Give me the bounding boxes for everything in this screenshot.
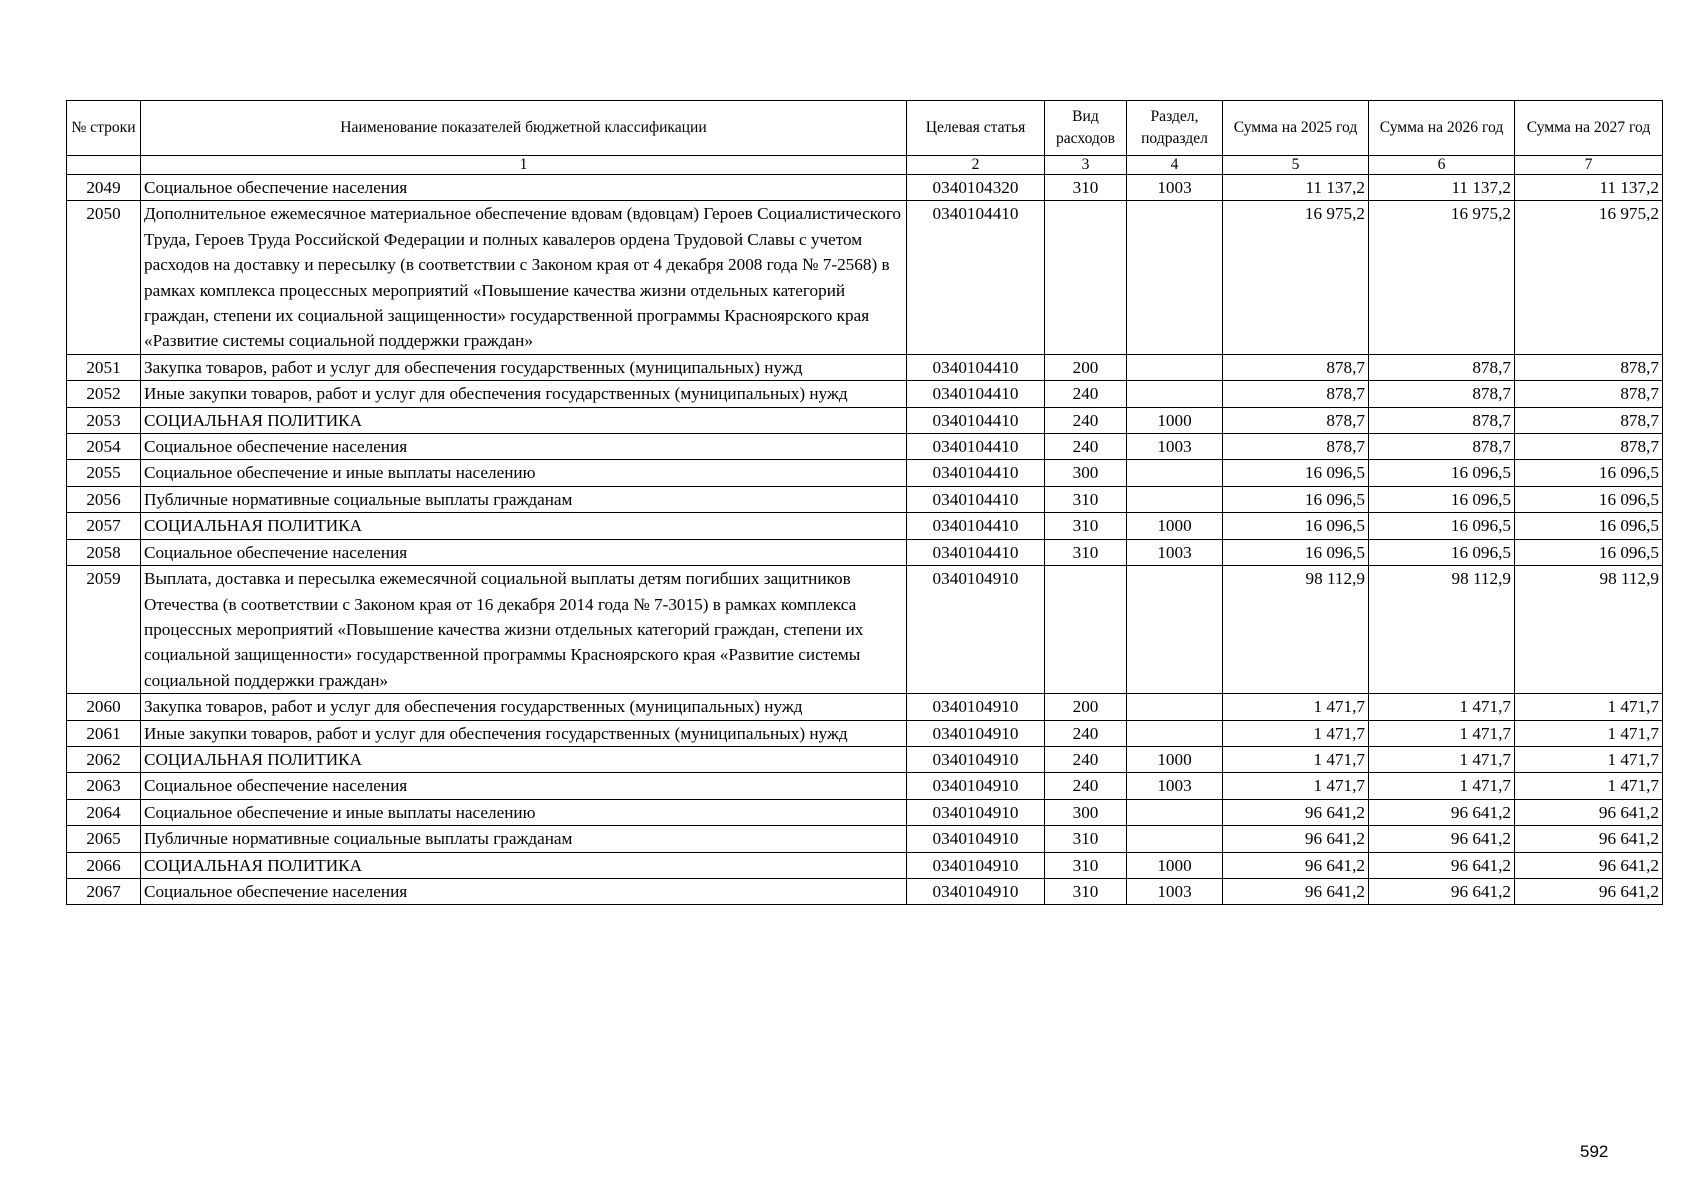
row-number: 2056 <box>67 486 141 512</box>
row-target-article: 0340104910 <box>907 878 1045 904</box>
row-section <box>1127 799 1223 825</box>
row-name: Закупка товаров, работ и услуг для обеспечения государственных (муниципальных) нужд <box>141 694 907 720</box>
table-row <box>67 513 1663 539</box>
row-sum-2026: 11 137,2 <box>1369 175 1515 201</box>
row-target-article: 0340104410 <box>907 513 1045 539</box>
row-sum-2025: 96 641,2 <box>1223 852 1369 878</box>
row-name: Социальное обеспечение населения <box>141 773 907 799</box>
row-target-article: 0340104910 <box>907 746 1045 772</box>
row-target-article: 0340104910 <box>907 694 1045 720</box>
header-sum-2027: Сумма на 2027 год <box>1515 101 1663 156</box>
row-sum-2025: 96 641,2 <box>1223 826 1369 852</box>
row-sum-2026: 96 641,2 <box>1369 852 1515 878</box>
row-section <box>1127 486 1223 512</box>
row-sum-2025: 98 112,9 <box>1223 566 1369 694</box>
column-number: 5 <box>1223 156 1369 175</box>
row-sum-2026: 96 641,2 <box>1369 826 1515 852</box>
row-name: Закупка товаров, работ и услуг для обеспечения государственных (муниципальных) нужд <box>141 354 907 380</box>
row-target-article: 0340104910 <box>907 799 1045 825</box>
row-section: 1003 <box>1127 773 1223 799</box>
row-target-article: 0340104910 <box>907 773 1045 799</box>
row-sum-2027: 878,7 <box>1515 354 1663 380</box>
header-sum-2026: Сумма на 2026 год <box>1369 101 1515 156</box>
table-row <box>67 773 1663 799</box>
column-number: 2 <box>907 156 1045 175</box>
row-sum-2027: 96 641,2 <box>1515 826 1663 852</box>
row-sum-2025: 16 096,5 <box>1223 486 1369 512</box>
table-header-row <box>67 101 1663 156</box>
row-section <box>1127 826 1223 852</box>
row-name: Иные закупки товаров, работ и услуг для обеспечения государственных (муниципальных) нужд <box>141 720 907 746</box>
row-sum-2025: 1 471,7 <box>1223 720 1369 746</box>
row-section <box>1127 381 1223 407</box>
row-sum-2027: 96 641,2 <box>1515 878 1663 904</box>
row-name: Иные закупки товаров, работ и услуг для обеспечения государственных (муниципальных) нужд <box>141 381 907 407</box>
table-row <box>67 694 1663 720</box>
row-section <box>1127 460 1223 486</box>
row-name: Социальное обеспечение и иные выплаты населению <box>141 460 907 486</box>
table-row <box>67 486 1663 512</box>
row-section: 1003 <box>1127 878 1223 904</box>
row-name: СОЦИАЛЬНАЯ ПОЛИТИКА <box>141 852 907 878</box>
row-target-article: 0340104410 <box>907 486 1045 512</box>
row-section <box>1127 566 1223 694</box>
budget-table <box>66 100 1663 905</box>
row-target-article: 0340104410 <box>907 381 1045 407</box>
row-expense-type <box>1045 201 1127 354</box>
header-expense-type: Вид расходов <box>1045 101 1127 156</box>
row-sum-2026: 16 096,5 <box>1369 486 1515 512</box>
page-number: 592 <box>1580 1142 1609 1161</box>
table-row <box>67 852 1663 878</box>
row-sum-2027: 16 096,5 <box>1515 539 1663 565</box>
row-expense-type: 240 <box>1045 746 1127 772</box>
row-section: 1000 <box>1127 407 1223 433</box>
row-sum-2027: 16 975,2 <box>1515 201 1663 354</box>
row-expense-type: 310 <box>1045 826 1127 852</box>
row-number: 2061 <box>67 720 141 746</box>
row-target-article: 0340104410 <box>907 539 1045 565</box>
header-name: Наименование показателей бюджетной классификации <box>141 101 907 156</box>
column-number-empty <box>67 156 141 175</box>
row-sum-2026: 878,7 <box>1369 434 1515 460</box>
row-sum-2027: 878,7 <box>1515 434 1663 460</box>
row-sum-2027: 11 137,2 <box>1515 175 1663 201</box>
row-expense-type: 200 <box>1045 694 1127 720</box>
table-body <box>67 175 1663 905</box>
row-expense-type: 300 <box>1045 460 1127 486</box>
row-sum-2025: 16 096,5 <box>1223 539 1369 565</box>
row-expense-type: 310 <box>1045 878 1127 904</box>
row-target-article: 0340104410 <box>907 201 1045 354</box>
row-expense-type <box>1045 566 1127 694</box>
row-sum-2025: 16 975,2 <box>1223 201 1369 354</box>
row-expense-type: 240 <box>1045 434 1127 460</box>
row-section <box>1127 720 1223 746</box>
row-number: 2053 <box>67 407 141 433</box>
row-name: СОЦИАЛЬНАЯ ПОЛИТИКА <box>141 513 907 539</box>
row-sum-2025: 16 096,5 <box>1223 460 1369 486</box>
table-row <box>67 175 1663 201</box>
row-number: 2055 <box>67 460 141 486</box>
row-name: Публичные нормативные социальные выплаты гражданам <box>141 486 907 512</box>
row-sum-2026: 16 096,5 <box>1369 460 1515 486</box>
row-expense-type: 300 <box>1045 799 1127 825</box>
row-sum-2026: 16 096,5 <box>1369 513 1515 539</box>
row-sum-2025: 878,7 <box>1223 381 1369 407</box>
row-expense-type: 310 <box>1045 486 1127 512</box>
row-number: 2066 <box>67 852 141 878</box>
row-sum-2026: 1 471,7 <box>1369 694 1515 720</box>
row-sum-2025: 878,7 <box>1223 354 1369 380</box>
row-sum-2026: 98 112,9 <box>1369 566 1515 694</box>
row-section: 1000 <box>1127 852 1223 878</box>
column-number: 7 <box>1515 156 1663 175</box>
row-sum-2025: 16 096,5 <box>1223 513 1369 539</box>
row-name: Дополнительное ежемесячное материальное обеспечение вдовам (вдовцам) Героев Социалистического Труда, Героев Труда Российской Федерации и полных кавалеров ордена Трудовой Славы с учетом расходов на доставку и пересылку (в соответствии с Законом края от 4 декабря 2008 года № 7-2568) в рамках комплекса процессных мероприятий «Повышение качества жизни отдельных категорий граждан, степени их социальной защищенности» государственной программы Красноярского края «Развитие системы социальной поддержки граждан» <box>141 201 907 354</box>
row-section <box>1127 201 1223 354</box>
table-row <box>67 826 1663 852</box>
row-sum-2027: 1 471,7 <box>1515 773 1663 799</box>
row-sum-2026: 1 471,7 <box>1369 746 1515 772</box>
header-row-number: № строки <box>67 101 141 156</box>
table-row <box>67 746 1663 772</box>
row-sum-2026: 878,7 <box>1369 381 1515 407</box>
row-sum-2026: 1 471,7 <box>1369 720 1515 746</box>
row-name: Социальное обеспечение населения <box>141 878 907 904</box>
row-number: 2051 <box>67 354 141 380</box>
row-expense-type: 200 <box>1045 354 1127 380</box>
row-number: 2050 <box>67 201 141 354</box>
row-sum-2026: 96 641,2 <box>1369 878 1515 904</box>
row-target-article: 0340104910 <box>907 720 1045 746</box>
row-sum-2025: 96 641,2 <box>1223 799 1369 825</box>
row-number: 2064 <box>67 799 141 825</box>
row-sum-2025: 11 137,2 <box>1223 175 1369 201</box>
row-number: 2057 <box>67 513 141 539</box>
row-target-article: 0340104410 <box>907 460 1045 486</box>
row-sum-2026: 16 975,2 <box>1369 201 1515 354</box>
row-sum-2025: 1 471,7 <box>1223 773 1369 799</box>
row-number: 2058 <box>67 539 141 565</box>
row-sum-2026: 16 096,5 <box>1369 539 1515 565</box>
row-sum-2027: 1 471,7 <box>1515 694 1663 720</box>
column-number: 6 <box>1369 156 1515 175</box>
row-target-article: 0340104410 <box>907 407 1045 433</box>
row-section <box>1127 354 1223 380</box>
header-sum-2025: Сумма на 2025 год <box>1223 101 1369 156</box>
row-sum-2026: 878,7 <box>1369 354 1515 380</box>
row-name: Выплата, доставка и пересылка ежемесячной социальной выплаты детям погибших защитников Отечества (в соответствии с Законом края от 16 декабря 2014 года № 7-3015) в рамках комплекса процессных мероприятий «Повышение качества жизни отдельных категорий граждан, степени их социальной защищенности» государственной программы Красноярского края «Развитие системы социальной поддержки граждан» <box>141 566 907 694</box>
row-sum-2025: 1 471,7 <box>1223 694 1369 720</box>
row-expense-type: 310 <box>1045 513 1127 539</box>
row-target-article: 0340104410 <box>907 354 1045 380</box>
row-sum-2027: 16 096,5 <box>1515 513 1663 539</box>
row-sum-2027: 878,7 <box>1515 381 1663 407</box>
table-row <box>67 799 1663 825</box>
row-sum-2027: 98 112,9 <box>1515 566 1663 694</box>
row-target-article: 0340104910 <box>907 852 1045 878</box>
row-section: 1003 <box>1127 434 1223 460</box>
table-row <box>67 539 1663 565</box>
row-target-article: 0340104910 <box>907 566 1045 694</box>
table-row <box>67 381 1663 407</box>
table-row <box>67 354 1663 380</box>
column-number-row <box>67 156 1663 175</box>
row-name: СОЦИАЛЬНАЯ ПОЛИТИКА <box>141 746 907 772</box>
row-number: 2067 <box>67 878 141 904</box>
row-name: Социальное обеспечение и иные выплаты населению <box>141 799 907 825</box>
row-name: Публичные нормативные социальные выплаты гражданам <box>141 826 907 852</box>
row-sum-2025: 878,7 <box>1223 407 1369 433</box>
row-expense-type: 310 <box>1045 852 1127 878</box>
table-row <box>67 566 1663 694</box>
row-sum-2027: 96 641,2 <box>1515 799 1663 825</box>
table-row <box>67 407 1663 433</box>
column-number: 1 <box>141 156 907 175</box>
row-expense-type: 240 <box>1045 720 1127 746</box>
row-expense-type: 240 <box>1045 381 1127 407</box>
row-expense-type: 240 <box>1045 773 1127 799</box>
row-number: 2063 <box>67 773 141 799</box>
row-number: 2059 <box>67 566 141 694</box>
row-sum-2027: 1 471,7 <box>1515 746 1663 772</box>
row-sum-2025: 96 641,2 <box>1223 878 1369 904</box>
row-number: 2065 <box>67 826 141 852</box>
row-name: СОЦИАЛЬНАЯ ПОЛИТИКА <box>141 407 907 433</box>
row-expense-type: 310 <box>1045 175 1127 201</box>
column-number: 4 <box>1127 156 1223 175</box>
row-sum-2027: 96 641,2 <box>1515 852 1663 878</box>
row-target-article: 0340104410 <box>907 434 1045 460</box>
column-number: 3 <box>1045 156 1127 175</box>
row-sum-2027: 878,7 <box>1515 407 1663 433</box>
row-name: Социальное обеспечение населения <box>141 434 907 460</box>
table-row <box>67 720 1663 746</box>
row-sum-2026: 96 641,2 <box>1369 799 1515 825</box>
row-target-article: 0340104910 <box>907 826 1045 852</box>
row-sum-2025: 878,7 <box>1223 434 1369 460</box>
row-sum-2026: 1 471,7 <box>1369 773 1515 799</box>
row-sum-2025: 1 471,7 <box>1223 746 1369 772</box>
row-sum-2027: 16 096,5 <box>1515 486 1663 512</box>
table-row <box>67 878 1663 904</box>
table-row <box>67 201 1663 354</box>
row-section <box>1127 694 1223 720</box>
row-section: 1003 <box>1127 539 1223 565</box>
row-number: 2060 <box>67 694 141 720</box>
row-number: 2062 <box>67 746 141 772</box>
table-row <box>67 434 1663 460</box>
row-sum-2027: 16 096,5 <box>1515 460 1663 486</box>
header-section: Раздел, подраздел <box>1127 101 1223 156</box>
row-section: 1003 <box>1127 175 1223 201</box>
header-target-article: Целевая статья <box>907 101 1045 156</box>
table-row <box>67 460 1663 486</box>
row-sum-2027: 1 471,7 <box>1515 720 1663 746</box>
row-number: 2054 <box>67 434 141 460</box>
row-sum-2026: 878,7 <box>1369 407 1515 433</box>
row-number: 2052 <box>67 381 141 407</box>
row-section: 1000 <box>1127 746 1223 772</box>
row-expense-type: 240 <box>1045 407 1127 433</box>
row-target-article: 0340104320 <box>907 175 1045 201</box>
row-expense-type: 310 <box>1045 539 1127 565</box>
row-section: 1000 <box>1127 513 1223 539</box>
row-number: 2049 <box>67 175 141 201</box>
row-name: Социальное обеспечение населения <box>141 175 907 201</box>
row-name: Социальное обеспечение населения <box>141 539 907 565</box>
